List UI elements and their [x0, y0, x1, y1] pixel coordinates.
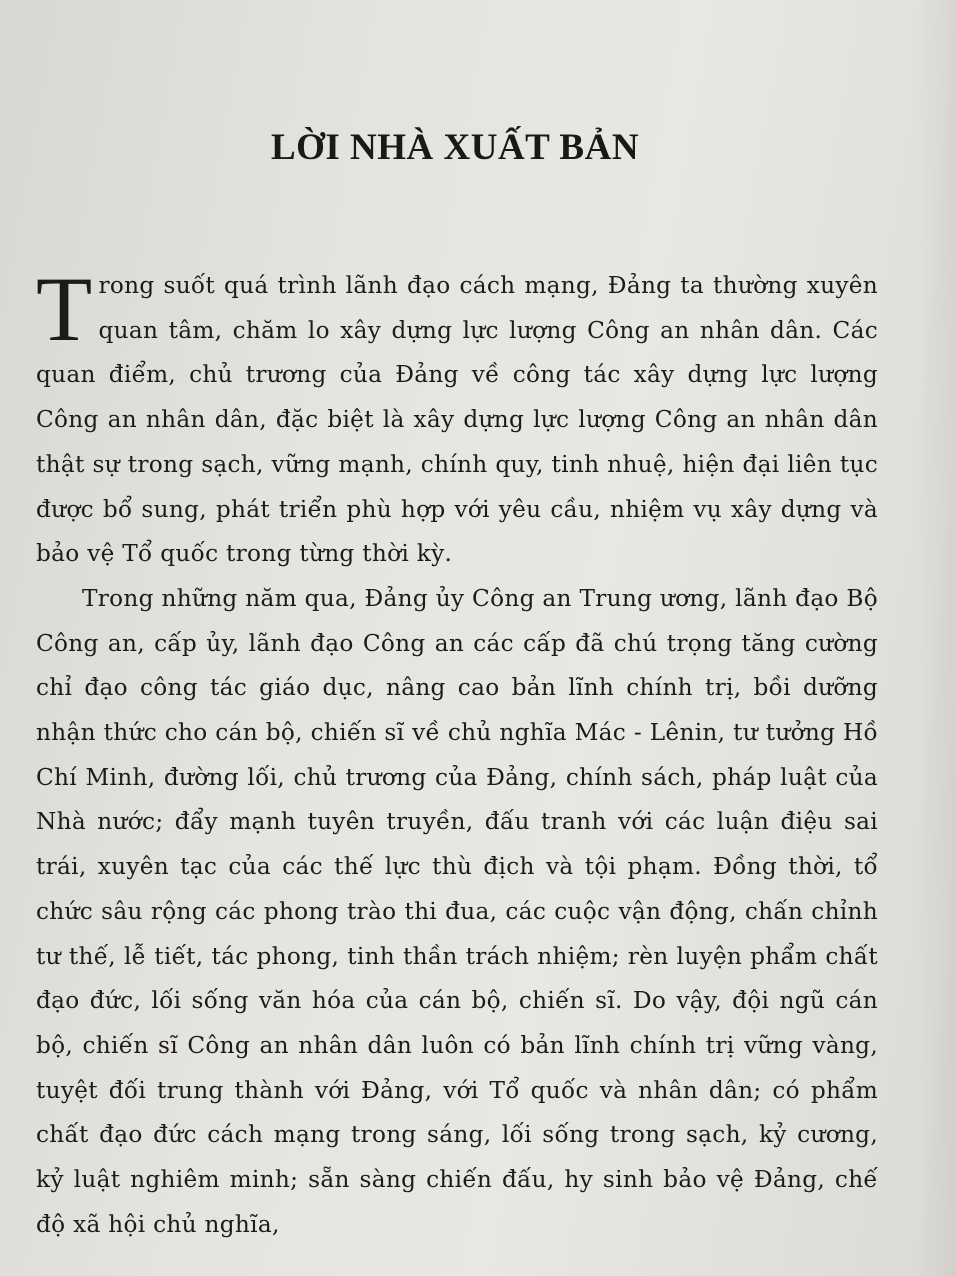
drop-cap-letter: T [36, 258, 93, 360]
paragraph-2 [36, 577, 878, 1248]
paragraph-2-text: Trong những năm qua, Đảng ủy Công an Trung ương, lãnh đạo Bộ Công an, cấp ủy, lãnh đạo Công an các cấp đã chú trọng tăng cường chỉ đạo công tác giáo dục, nâng cao bản lĩnh chính trị, bồi dưỡng nhận thức cho cán bộ, chiến sĩ về chủ nghĩa Mác - Lênin, tư tưởng Hồ Chí Minh, đường lối, chủ trương của Đảng, chính sách, pháp luật của Nhà nước; đẩy mạnh tuyên truyền, đấu tranh với các luận điệu sai trái, xuyên tạc của các thế lực thù địch và tội phạm. Đồng thời, tổ chức sâu rộng các phong trào thi đua, các cuộc vận động, chấn chỉnh tư thế, lễ tiết, tác phong, tinh thần trách nhiệm; rèn luyện phẩm chất đạo đức, lối sống văn hóa của cán bộ, chiến sĩ. Do vậy, đội ngũ cán bộ, chiến sĩ Công an nhân dân luôn có bản lĩnh chính trị vững vàng, tuyệt đối trung thành với Đảng, với Tổ quốc và nhân dân; có phẩm chất đạo đức cách mạng trong sáng, lối sống trong sạch, kỷ cương, kỷ luật nghiêm minh; sẵn sàng chiến đấu, hy sinh bảo vệ Đảng, chế độ xã hội chủ nghĩa, [36, 584, 878, 1238]
body-text [36, 258, 878, 1247]
paragraph-1-text: rong suốt quá trình lãnh đạo cách mạng, Đảng ta thường xuyên quan tâm, chăm lo xây dựng lực lượng Công an nhân dân. Các quan điểm, chủ trương của Đảng về công tác xây dựng lực lượng Công an nhân dân, đặc biệt là xây dựng lực lượng Công an nhân dân thật sự trong sạch, vững mạnh, chính quy, tinh nhuệ, hiện đại liên tục được bổ sung, phát triển phù hợp với yêu cầu, nhiệm vụ xây dựng và bảo vệ Tổ quốc trong từng thời kỳ. [36, 272, 878, 568]
page-edge-shadow [916, 0, 956, 1276]
page-title: LỜI NHÀ XUẤT BẢN [270, 127, 640, 168]
paragraph-1 [36, 258, 878, 577]
